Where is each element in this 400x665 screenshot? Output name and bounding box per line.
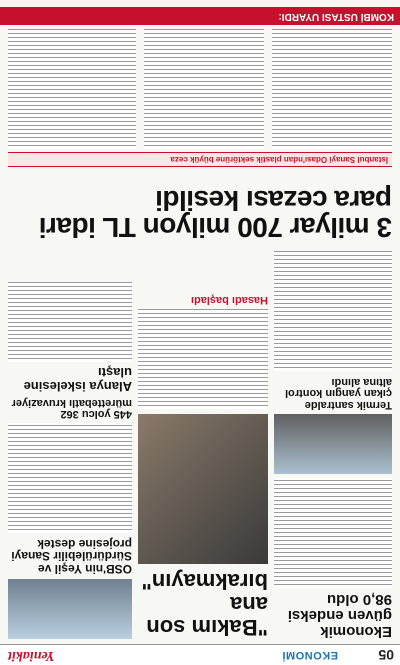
right-headline: OSB'nin Yeşil ve Sürdürülebilir Sanayi projesine destek xyxy=(11,536,132,576)
left-column xyxy=(274,249,392,639)
center-body-text xyxy=(138,309,268,409)
center-photo xyxy=(138,414,268,564)
red-strip-text: İstanbul Sanayi Odası'ndan plastik sektörüne büyük ceza xyxy=(170,155,388,164)
center-kicker: Hasadı başladı xyxy=(190,293,268,306)
center-subtitle: Alanya iskelesine ulaştı xyxy=(23,365,132,395)
right-photo xyxy=(8,579,132,639)
lower-body-text-3 xyxy=(8,29,136,149)
lower-big-title: 3 milyar 700 milyon TL idari para cezası kesildi xyxy=(39,185,392,243)
lower-body-text-1 xyxy=(272,29,392,149)
right-body-text-2 xyxy=(8,282,132,362)
right-subhead: 445 yolcu 362 mürettebatlı kruvaziyer xyxy=(11,396,132,421)
page-number: 05 xyxy=(378,647,394,663)
bottom-bar-text: KOMBİ USTASI UYARDI: xyxy=(278,11,394,22)
left-photo xyxy=(274,414,392,474)
right-body-text xyxy=(8,423,132,533)
left-headline: Ekonomik güven endeksi 98,0 oldu xyxy=(287,591,392,640)
brand-logo: Yeniakit xyxy=(8,648,55,663)
right-column xyxy=(8,249,132,639)
bottom-bar xyxy=(0,7,400,25)
left-subhead: Termik santralde çıkan yangın kontrol altına alındı xyxy=(285,375,392,411)
center-main-title: "Bakım son ana bırakmayın" xyxy=(141,568,268,640)
section-label: EKONOMİ xyxy=(281,649,338,661)
left-body-text xyxy=(274,478,392,588)
left-body-text-2 xyxy=(274,251,392,371)
center-column xyxy=(138,249,268,639)
red-strip xyxy=(8,152,392,167)
lower-body-text-2 xyxy=(144,29,264,149)
page-header xyxy=(0,644,400,665)
